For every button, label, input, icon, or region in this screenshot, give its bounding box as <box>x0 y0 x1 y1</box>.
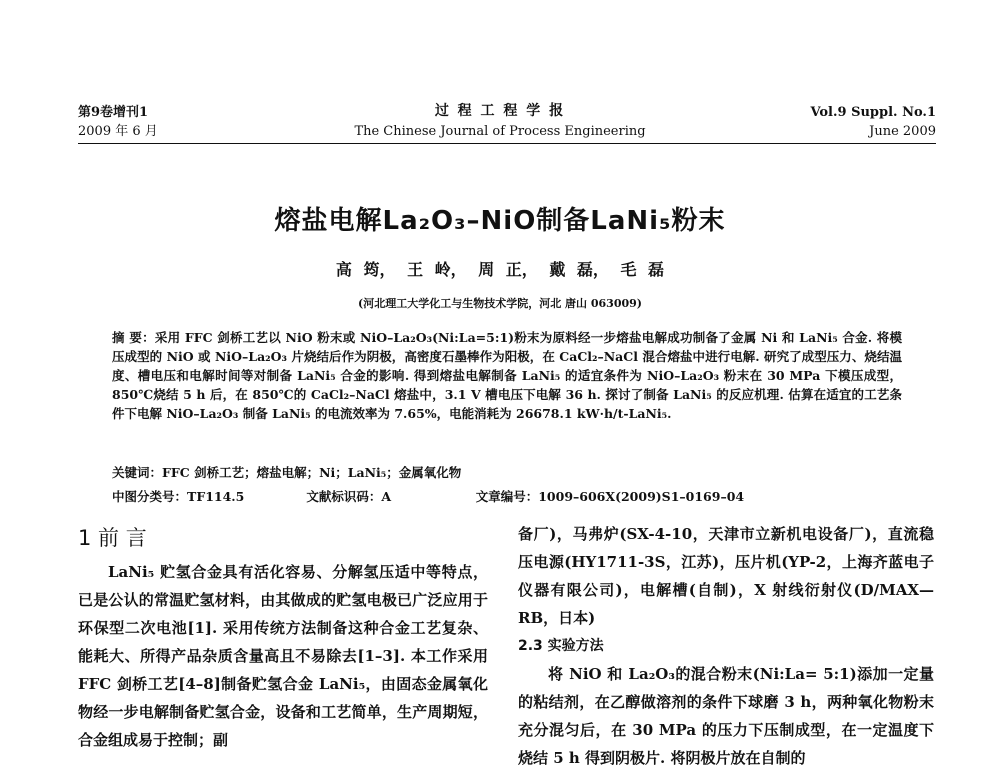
journal-volume-en: Vol.9 Suppl. No.1 <box>810 105 936 120</box>
journal-date-en: June 2009 <box>869 124 936 139</box>
subsection-heading: 2.3 实验方法 <box>518 638 604 654</box>
abstract-text: 采用 FFC 剑桥工艺以 NiO 粉末或 NiO–La₂O₃(Ni:La=5:1)粉末为原料经一步熔盐电解成功制备了金属 Ni 和 LaNi₅ 合金. 将模压成型的 NiO 或 NiO–La₂O₃ 片烧结后作为阴极，高密度石墨棒作为阳极，在 CaCl₂–NaCl 混合熔盐中进行电解. 研究了成型压力、烧结温度、槽电压和电解时间等对制备 LaNi₅ 合金的影响. 得到熔盐电解制备 LaNi₅ 的适宜条件为 NiO–La₂O₃ 粉末在 30 MPa 下模压成型，850℃烧结 5 h 后，在 850℃的 CaCl₂–NaCl 熔盐中，3.1 V 槽电压下电解 36 h. 探讨了制备 LaNi₅ 的反应机理. 估算在适宜的工艺条件下电解 NiO–La₂O₃ 制备 LaNi₅ 的电流效率为 7.65%，电能消耗为 26678.1 kW·h/t-LaNi₅. <box>112 330 903 421</box>
journal-title-en: The Chinese Journal of Process Engineering <box>354 124 646 139</box>
article-no-value: 1009–606X(2009)S1–0169–04 <box>538 489 745 504</box>
keywords <box>112 463 461 481</box>
section-heading: 1 前 言 <box>78 526 147 550</box>
doc-code-value: A <box>381 489 392 504</box>
clc-value: TF114.5 <box>187 489 245 504</box>
abstract <box>112 328 902 423</box>
keywords-label: 关键词： <box>112 465 163 480</box>
journal-date: 2009 年 6 月 <box>78 124 158 139</box>
paper-title: 熔盐电解La₂O₃–NiO制备LaNi₅粉末 <box>274 206 726 236</box>
body-column-right <box>518 520 934 772</box>
affiliation: (河北理工大学化工与生物技术学院，河北 唐山 063009) <box>358 297 642 310</box>
keywords-text: FFC 剑桥工艺；熔盐电解；Ni；LaNi₅；金属氧化物 <box>162 465 462 480</box>
journal-volume: 第9卷增刊1 <box>78 105 149 120</box>
article-no-label: 文章编号： <box>475 489 539 504</box>
doc-code-label: 文献标识码： <box>306 489 382 504</box>
abstract-label: 摘 要： <box>112 330 155 345</box>
paragraph: LaNi₅ 贮氢合金具有活化容易、分解氢压适中等特点，已是公认的常温贮氢材料，由其做成的贮氢电极已广泛应用于环保型二次电池[1]. 采用传统方法制备这种合金工艺复杂、能耗大、所得产品杂质含量高且不易除去[1–3]. 本工作采用 FFC 剑桥工艺[4–8]制备贮氢合金 LaNi₅，由固态金属氧化物经一步电解制备贮氢合金，设备和工艺简单，生产周期短，合金组成易于控制；副 <box>78 563 488 749</box>
author-list: 高 筠， 王 岭， 周 正， 戴 磊， 毛 磊 <box>335 260 665 279</box>
header-rule <box>78 143 936 144</box>
paragraph: 将 NiO 和 La₂O₃的混合粉末(Ni:La= 5:1)添加一定量的粘结剂，在乙醇做溶剂的条件下球磨 3 h，两种氧化物粉末充分混匀后，在 30 MPa 的压力下压制成型，在一定温度下烧结 5 h 得到阴极片. 将阴极片放在自制的 <box>518 665 934 767</box>
classification-line <box>112 487 902 505</box>
paragraph: 备厂)，马弗炉(SX-4-10，天津市立新机电设备厂)，直流稳压电源(HY1711-3S，江苏)，压片机(YP-2，上海齐蓝电子仪器有限公司)，电解槽(自制)，X 射线衍射仪(D/MAX—RB，日本) <box>518 525 934 627</box>
clc-label: 中图分类号： <box>112 489 188 504</box>
journal-title-cn: 过 程 工 程 学 报 <box>434 103 566 119</box>
body-column-left <box>78 558 488 754</box>
